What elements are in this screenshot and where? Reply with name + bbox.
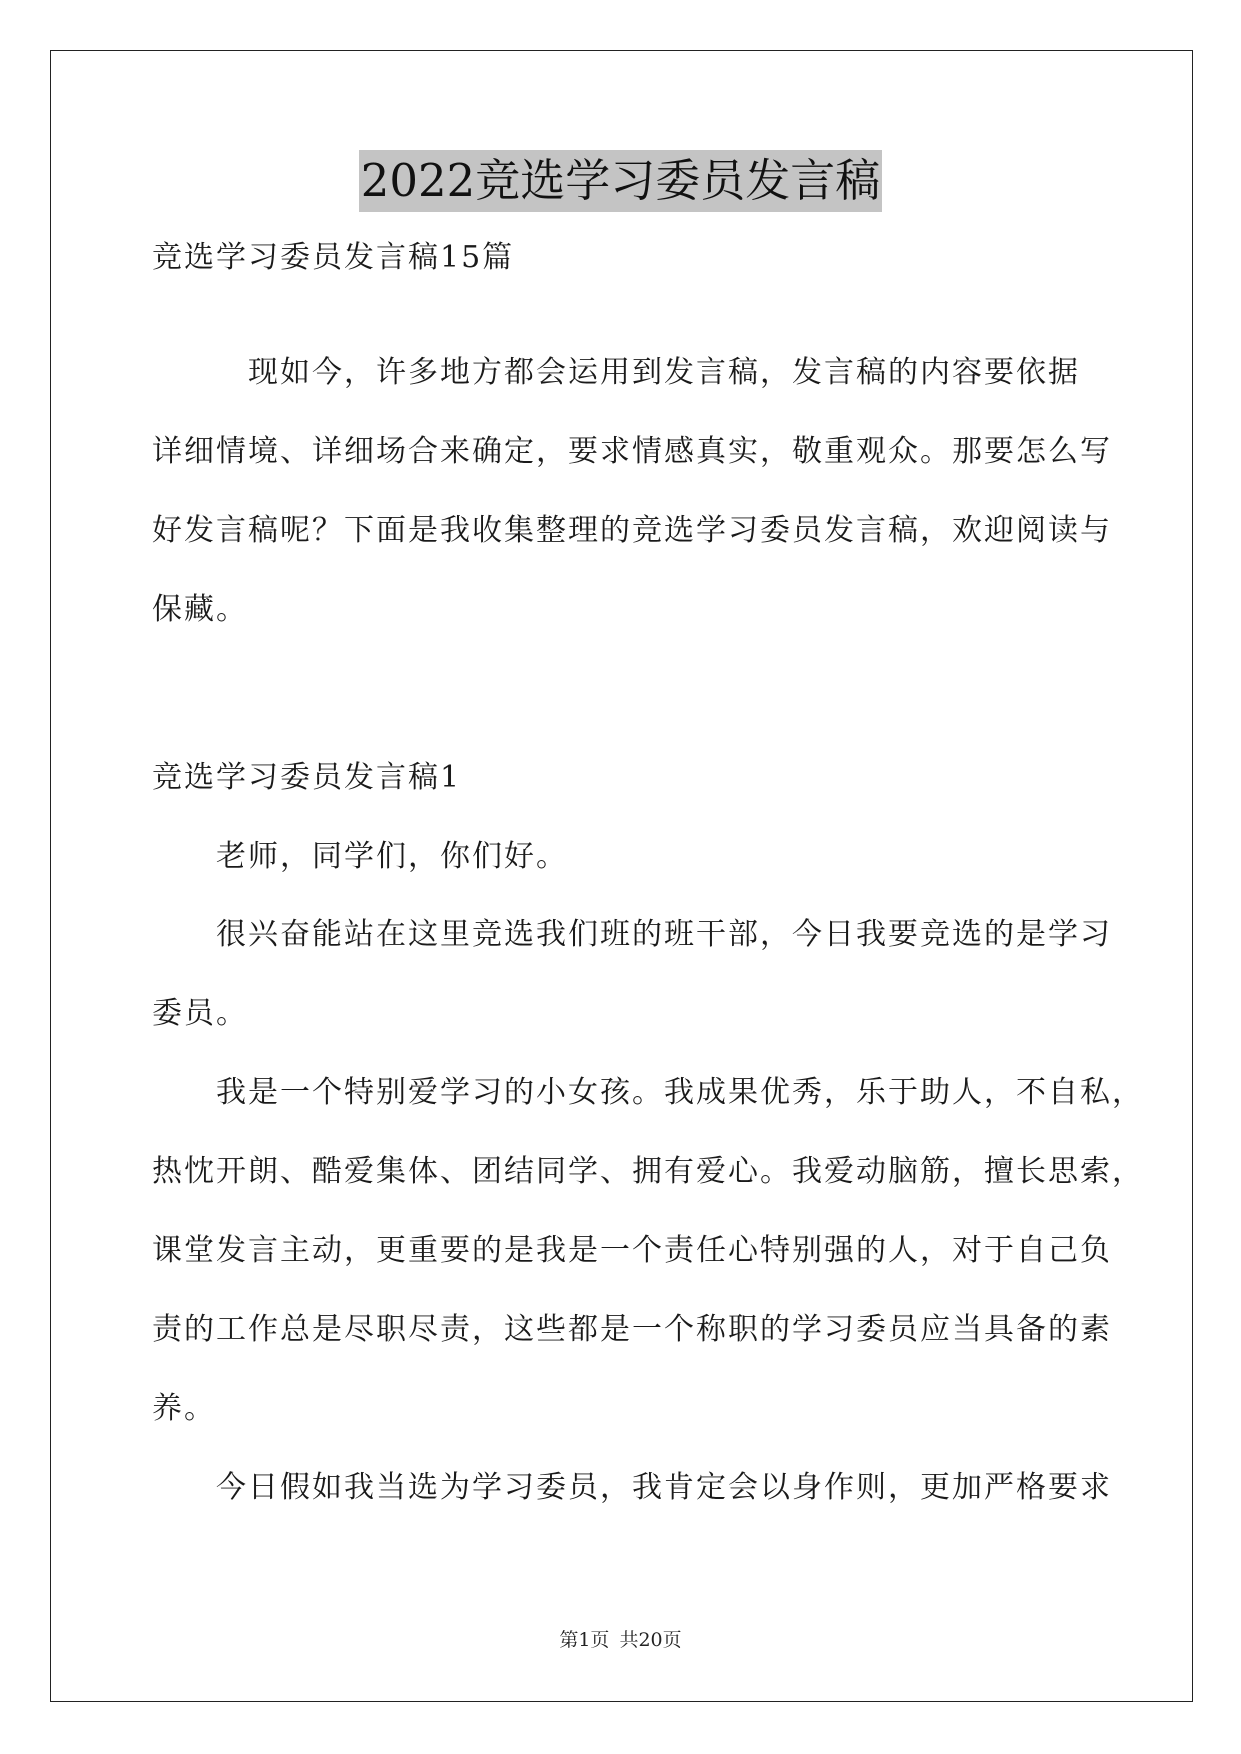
page-footer <box>0 1626 1241 1654</box>
paragraph-line: 热忱开朗、酷爱集体、团结同学、拥有爱心。我爱动脑筋，擅长思索， <box>152 1154 1144 1189</box>
paragraph-line: 现如今，许多地方都会运用到发言稿，发言稿的内容要依据 <box>152 355 1080 390</box>
paragraph-line: 很兴奋能站在这里竞选我们班的班干部，今日我要竞选的是学习 <box>152 917 1112 952</box>
subtitle-line: 竞选学习委员发言稿15篇 <box>152 240 515 275</box>
paragraph-line: 我是一个特别爱学习的小女孩。我成果优秀，乐于助人，不自私， <box>152 1075 1144 1110</box>
page-total: 共20页 <box>619 1629 682 1651</box>
document-title: 2022竞选学习委员发言稿 <box>359 150 883 212</box>
page-number: 第1页 <box>559 1629 610 1651</box>
paragraph-line: 好发言稿呢？下面是我收集整理的竞选学习委员发言稿，欢迎阅读与 <box>152 513 1112 548</box>
paragraph-line: 委员。 <box>152 996 248 1031</box>
paragraph-line: 老师，同学们，你们好。 <box>152 839 568 874</box>
paragraph-line: 详细情境、详细场合来确定，要求情感真实，敬重观众。那要怎么写 <box>152 434 1112 469</box>
paragraph-line: 课堂发言主动，更重要的是我是一个责任心特别强的人，对于自己负 <box>152 1233 1112 1268</box>
paragraph-line: 责的工作总是尽职尽责，这些都是一个称职的学习委员应当具备的素 <box>152 1312 1112 1347</box>
paragraph-line: 今日假如我当选为学习委员，我肯定会以身作则，更加严格要求 <box>152 1470 1112 1505</box>
section-heading: 竞选学习委员发言稿1 <box>152 760 462 795</box>
paragraph-line: 养。 <box>152 1391 216 1426</box>
paragraph-line: 保藏。 <box>152 592 248 627</box>
title-container <box>0 150 1241 212</box>
